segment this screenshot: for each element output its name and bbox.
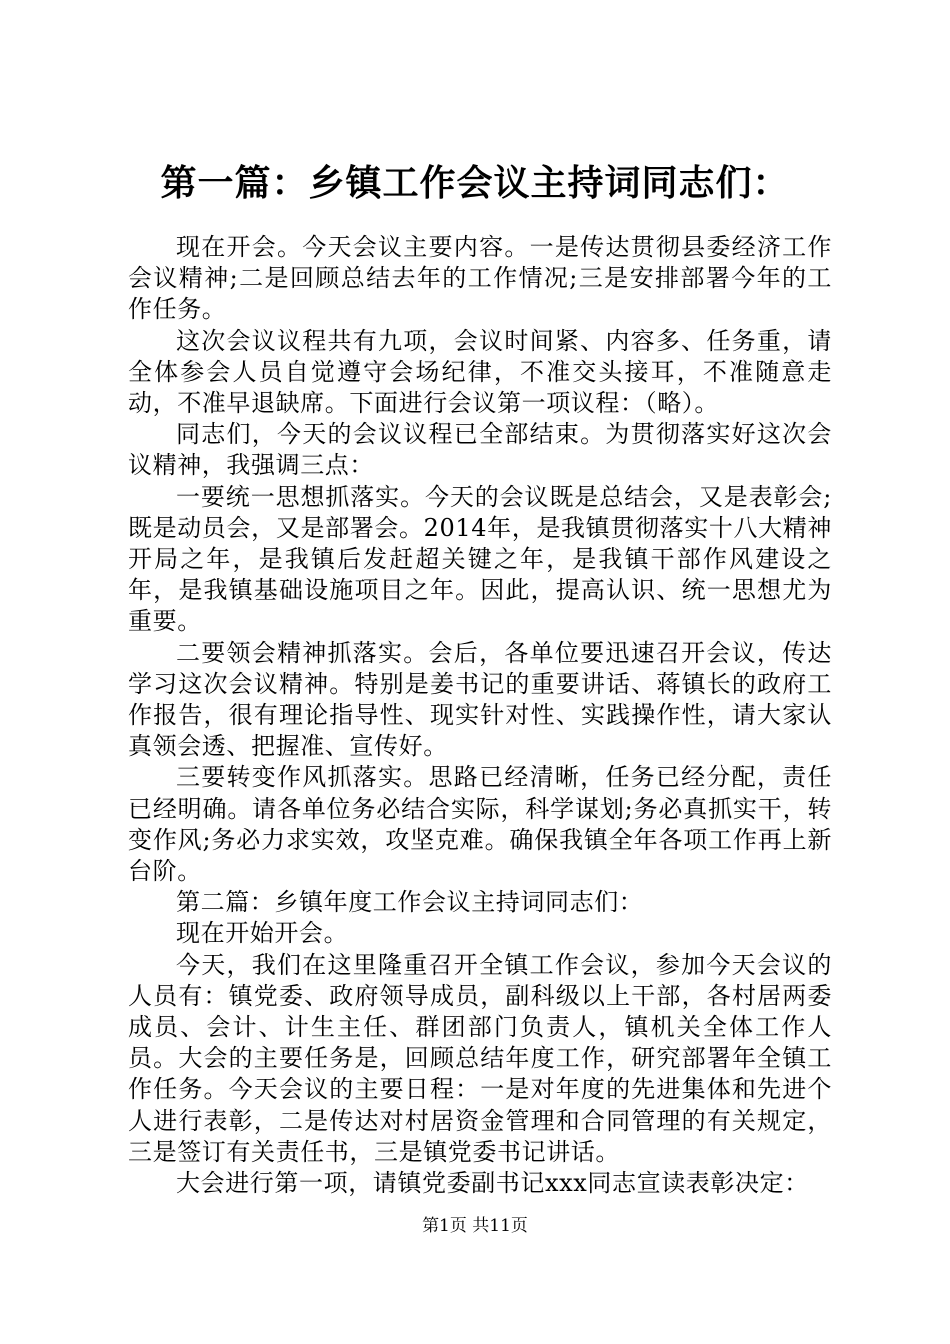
paragraph: 一要统一思想抓落实。今天的会议既是总结会，又是表彰会;既是动员会，又是部署会。2014年，是我镇贯彻落实十八大精神开局之年，是我镇后发赶超关键之年，是我镇干部作风建设之年，是我镇基础设施项目之年。因此，提高认识、统一思想尤为重要。 bbox=[128, 482, 832, 636]
section-heading: 第二篇：乡镇年度工作会议主持词同志们： bbox=[176, 888, 644, 917]
paragraph: 现在开始开会。 bbox=[176, 919, 349, 948]
paragraph: 现在开会。今天会议主要内容。一是传达贯彻县委经济工作会议精神;二是回顾总结去年的工作情况;三是安排部署今年的工作任务。 bbox=[128, 233, 832, 324]
paragraph: 三要转变作风抓落实。思路已经清晰，任务已经分配，责任已经明确。请各单位务必结合实际，科学谋划;务必真抓实干，转变作风;务必力求实效，攻坚克难。确保我镇全年各项工作再上新台阶。 bbox=[128, 763, 832, 886]
paragraph: 这次会议议程共有九项，会议时间紧、内容多、任务重，请全体参会人员自觉遵守会场纪律，不准交头接耳，不准随意走动，不准早退缺席。下面进行会议第一项议程：（略）。 bbox=[128, 326, 832, 418]
document-title: 第一篇：乡镇工作会议主持词同志们： bbox=[160, 162, 790, 204]
paragraph: 二要领会精神抓落实。会后，各单位要迅速召开会议，传达学习这次会议精神。特别是姜书记的重要讲话、蒋镇长的政府工作报告，很有理论指导性、现实针对性、实践操作性，请大家认真领会透、把握准、宣传好。 bbox=[128, 638, 832, 761]
paragraph: 同志们，今天的会议议程已全部结束。为贯彻落实好这次会议精神，我强调三点： bbox=[128, 420, 832, 480]
paragraph: 大会进行第一项，请镇党委副书记xxx同志宣读表彰决定： bbox=[176, 1169, 809, 1198]
paragraph: 今天，我们在这里隆重召开全镇工作会议，参加今天会议的人员有：镇党委、政府领导成员，副科级以上干部，各村居两委成员、会计、计生主任、群团部门负责人，镇机关全体工作人员。大会的主要任务是，回顾总结年度工作，研究部署年全镇工作任务。今天会议的主要日程：一是对年度的先进集体和先进个人进行表彰，二是传达对村居资金管理和合同管理的有关规定，三是签订有关责任书，三是镇党委书记讲话。 bbox=[128, 950, 832, 1166]
page-number-footer: 第1页 共11页 bbox=[422, 1216, 528, 1236]
document-body bbox=[128, 232, 832, 1199]
